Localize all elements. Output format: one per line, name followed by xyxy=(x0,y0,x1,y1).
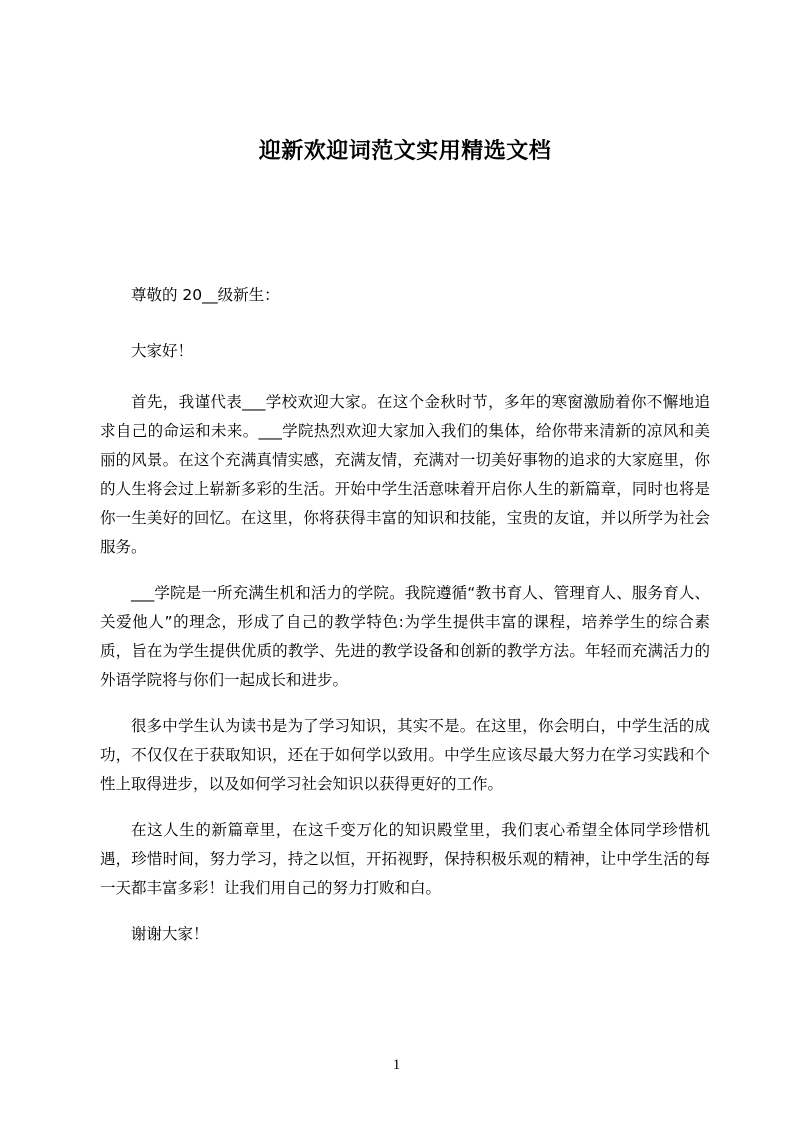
greeting-line: 大家好！ xyxy=(131,342,194,360)
closing-line: 谢谢大家！ xyxy=(131,925,209,943)
paragraph-2: ___学院是一所充满生机和活力的学院。我院遵循“教书育人、管理育人、服务育人、关爱他人”的理念，形成了自己的教学特色:为学生提供丰富的课程，培养学生的综合素质，旨在为学生提供优质的教学、先进的教学设备和创新的教学方法。年轻而充满活力的外语学院将与你们一起成长和进步。 xyxy=(100,584,710,689)
paragraph-4: 在这人生的新篇章里，在这千变万化的知识殿堂里，我们衷心希望全体同学珍惜机遇，珍惜时间，努力学习，持之以恒，开拓视野，保持积极乐观的精神，让中学生活的每一天都丰富多彩！让我们用自己的努力打败和白。 xyxy=(100,821,710,897)
salutation-line: 尊敬的 20__级新生： xyxy=(131,286,280,304)
document-content xyxy=(100,0,710,949)
paragraph-1: 首先，我谨代表___学校欢迎大家。在这个金秋时节，多年的寒窗激励着你不懈地追求自己的命运和未来。___学院热烈欢迎大家加入我们的集体，给你带来清新的凉风和美丽的风景。在这个充满真情实感，充满友情，充满对一切美好事物的追求的大家庭里，你的人生将会过上崭新多彩的生活。开始中学生活意味着开启你人生的新篇章，同时也将是你一生美好的回忆。在这里，你将获得丰富的知识和技能，宝贵的友谊，并以所学为社会服务。 xyxy=(100,393,710,556)
document-title: 迎新欢迎词范文实用精选文档 xyxy=(258,139,552,164)
paragraph-3: 很多中学生认为读书是为了学习知识，其实不是。在这里，你会明白，中学生活的成功，不仅仅在于获取知识，还在于如何学以致用。中学生应该尽最大努力在学习实践和个性上取得进步，以及如何学习社会知识以获得更好的工作。 xyxy=(100,717,710,793)
page-number: 1 xyxy=(392,1057,401,1073)
